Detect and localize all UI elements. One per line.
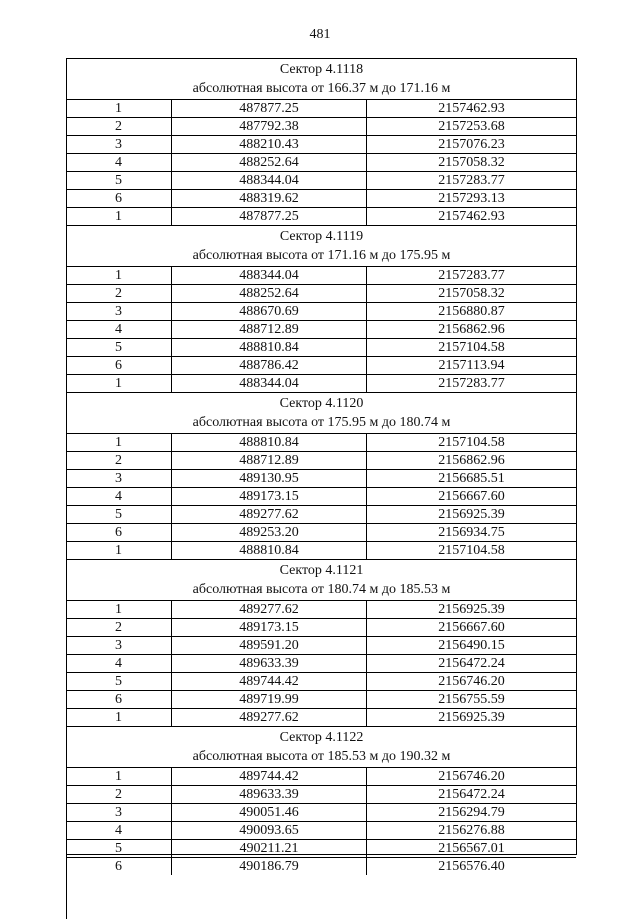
y-coordinate-cell: 2157283.77 xyxy=(438,173,505,188)
x-coordinate-cell: 490211.21 xyxy=(172,840,367,857)
table-row xyxy=(67,208,576,225)
y-coordinate-cell: 2156685.51 xyxy=(438,471,505,486)
x-coordinate-cell: 489253.20 xyxy=(172,524,367,541)
y-coordinate-cell: 2157462.93 xyxy=(438,101,505,116)
table-row xyxy=(67,434,576,452)
point-number-cell: 1 xyxy=(67,375,172,392)
y-coordinate-cell: 2157104.58 xyxy=(438,435,505,450)
point-number-cell: 1 xyxy=(67,267,172,284)
point-number-cell: 6 xyxy=(67,524,172,541)
x-coordinate-cell: 488810.84 xyxy=(172,434,367,451)
y-coordinate-cell: 2157058.32 xyxy=(438,155,505,170)
x-coordinate-cell: 489277.62 xyxy=(172,601,367,618)
x-coordinate-cell: 488810.84 xyxy=(172,339,367,356)
point-number-cell: 3 xyxy=(67,470,172,487)
table-row xyxy=(67,506,576,524)
y-coordinate-cell: 2157076.23 xyxy=(438,137,505,152)
table-row xyxy=(67,673,576,691)
point-number-cell: 3 xyxy=(67,804,172,821)
point-number-cell: 6 xyxy=(67,858,172,875)
x-coordinate-cell: 490093.65 xyxy=(172,822,367,839)
sector-header xyxy=(67,560,576,601)
sector-header xyxy=(67,393,576,434)
point-number-cell: 1 xyxy=(67,434,172,451)
table-row xyxy=(67,822,576,840)
table-row xyxy=(67,768,576,786)
table-row xyxy=(67,136,576,154)
y-coordinate-cell: 2156925.39 xyxy=(438,602,505,617)
y-coordinate-cell: 2156490.15 xyxy=(438,638,505,653)
x-coordinate-cell: 488210.43 xyxy=(172,136,367,153)
x-coordinate-cell: 488712.89 xyxy=(172,452,367,469)
sector-title: Сектор 4.1119 xyxy=(279,229,364,244)
table-row xyxy=(67,172,576,190)
x-coordinate-cell: 490186.79 xyxy=(172,858,367,875)
y-coordinate-cell: 2156576.40 xyxy=(438,859,505,874)
point-number-cell: 5 xyxy=(67,506,172,523)
table-row xyxy=(67,858,576,875)
table-row xyxy=(67,303,576,321)
y-coordinate-cell: 2157104.58 xyxy=(438,543,505,558)
y-coordinate-cell: 2156667.60 xyxy=(438,489,505,504)
point-number-cell: 4 xyxy=(67,321,172,338)
x-coordinate-cell: 488252.64 xyxy=(172,154,367,171)
y-coordinate-cell: 2156746.20 xyxy=(438,674,505,689)
x-coordinate-cell: 488786.42 xyxy=(172,357,367,374)
table-row xyxy=(67,118,576,136)
point-number-cell: 3 xyxy=(67,303,172,320)
point-number-cell: 6 xyxy=(67,190,172,207)
point-number-cell: 4 xyxy=(67,154,172,171)
point-number-cell: 5 xyxy=(67,172,172,189)
y-coordinate-cell: 2157253.68 xyxy=(438,119,505,134)
sector-block xyxy=(67,226,576,393)
sector-title: Сектор 4.1121 xyxy=(279,563,364,578)
sector-header xyxy=(67,727,576,768)
x-coordinate-cell: 489173.15 xyxy=(172,488,367,505)
x-coordinate-cell: 489591.20 xyxy=(172,637,367,654)
point-number-cell: 1 xyxy=(67,601,172,618)
point-number-cell: 2 xyxy=(67,285,172,302)
table-row xyxy=(67,524,576,542)
y-coordinate-cell: 2157283.77 xyxy=(438,376,505,391)
point-number-cell: 2 xyxy=(67,786,172,803)
x-coordinate-cell: 489130.95 xyxy=(172,470,367,487)
table-row xyxy=(67,655,576,673)
table-row xyxy=(67,637,576,655)
y-coordinate-cell: 2157462.93 xyxy=(438,209,505,224)
point-number-cell: 1 xyxy=(67,768,172,785)
y-coordinate-cell: 2156472.24 xyxy=(438,656,505,671)
table-row xyxy=(67,840,576,858)
y-coordinate-cell: 2156862.96 xyxy=(438,322,505,337)
x-coordinate-cell: 489744.42 xyxy=(172,673,367,690)
point-number-cell: 6 xyxy=(67,357,172,374)
table-row xyxy=(67,542,576,559)
table-row xyxy=(67,100,576,118)
sector-title: Сектор 4.1120 xyxy=(279,396,364,411)
point-number-cell: 1 xyxy=(67,208,172,225)
table-row xyxy=(67,709,576,726)
y-coordinate-cell: 2156755.59 xyxy=(438,692,505,707)
x-coordinate-cell: 487877.25 xyxy=(172,208,367,225)
point-number-cell: 6 xyxy=(67,691,172,708)
point-number-cell: 1 xyxy=(67,709,172,726)
x-coordinate-cell: 489633.39 xyxy=(172,655,367,672)
point-number-cell: 5 xyxy=(67,673,172,690)
point-number-cell: 1 xyxy=(67,100,172,117)
sector-height-range: абсолютная высота от 175.95 м до 180.74 м xyxy=(192,415,451,430)
y-coordinate-cell: 2156934.75 xyxy=(438,525,505,540)
table-row xyxy=(67,339,576,357)
point-number-cell: 2 xyxy=(67,619,172,636)
x-coordinate-cell: 490051.46 xyxy=(172,804,367,821)
table-row xyxy=(67,786,576,804)
y-coordinate-cell: 2156925.39 xyxy=(438,710,505,725)
sector-height-range: абсолютная высота от 185.53 м до 190.32 м xyxy=(192,749,451,764)
x-coordinate-cell: 488252.64 xyxy=(172,285,367,302)
x-coordinate-cell: 488344.04 xyxy=(172,172,367,189)
sector-title: Сектор 4.1122 xyxy=(279,730,364,745)
sector-height-range: абсолютная высота от 166.37 м до 171.16 м xyxy=(192,81,451,96)
y-coordinate-cell: 2156472.24 xyxy=(438,787,505,802)
coordinates-table xyxy=(66,58,577,874)
table-row xyxy=(67,375,576,392)
sector-block xyxy=(67,59,576,226)
point-number-cell: 4 xyxy=(67,488,172,505)
table-row xyxy=(67,357,576,375)
point-number-cell: 4 xyxy=(67,655,172,672)
y-coordinate-cell: 2156880.87 xyxy=(438,304,505,319)
table-row xyxy=(67,488,576,506)
y-coordinate-cell: 2157113.94 xyxy=(438,358,505,373)
sector-header xyxy=(67,226,576,267)
x-coordinate-cell: 488810.84 xyxy=(172,542,367,559)
x-coordinate-cell: 489277.62 xyxy=(172,506,367,523)
x-coordinate-cell: 488319.62 xyxy=(172,190,367,207)
point-number-cell: 5 xyxy=(67,840,172,857)
table-row xyxy=(67,154,576,172)
point-number-cell: 1 xyxy=(67,542,172,559)
y-coordinate-cell: 2156567.01 xyxy=(438,841,505,856)
sector-header xyxy=(67,59,576,100)
table-row xyxy=(67,285,576,303)
sector-title: Сектор 4.1118 xyxy=(279,62,364,77)
table-row xyxy=(67,267,576,285)
point-number-cell: 5 xyxy=(67,339,172,356)
point-number-cell: 2 xyxy=(67,118,172,135)
table-row xyxy=(67,190,576,208)
sector-height-range: абсолютная высота от 180.74 м до 185.53 м xyxy=(192,582,451,597)
point-number-cell: 3 xyxy=(67,136,172,153)
x-coordinate-cell: 489744.42 xyxy=(172,768,367,785)
x-coordinate-cell: 487792.38 xyxy=(172,118,367,135)
point-number-cell: 4 xyxy=(67,822,172,839)
table-row xyxy=(67,470,576,488)
table-row xyxy=(67,619,576,637)
sector-height-range: абсолютная высота от 171.16 м до 175.95 м xyxy=(192,248,451,263)
table-row xyxy=(67,452,576,470)
y-coordinate-cell: 2156667.60 xyxy=(438,620,505,635)
y-coordinate-cell: 2156276.88 xyxy=(438,823,505,838)
x-coordinate-cell: 489719.99 xyxy=(172,691,367,708)
y-coordinate-cell: 2156294.79 xyxy=(438,805,505,820)
x-coordinate-cell: 488344.04 xyxy=(172,375,367,392)
table-row xyxy=(67,321,576,339)
left-margin-rule xyxy=(66,855,67,919)
table-row xyxy=(67,601,576,619)
sector-block xyxy=(67,393,576,560)
x-coordinate-cell: 489633.39 xyxy=(172,786,367,803)
x-coordinate-cell: 487877.25 xyxy=(172,100,367,117)
y-coordinate-cell: 2157283.77 xyxy=(438,268,505,283)
x-coordinate-cell: 489277.62 xyxy=(172,709,367,726)
table-row xyxy=(67,691,576,709)
y-coordinate-cell: 2156746.20 xyxy=(438,769,505,784)
x-coordinate-cell: 488712.89 xyxy=(172,321,367,338)
y-coordinate-cell: 2157104.58 xyxy=(438,340,505,355)
table-row xyxy=(67,804,576,822)
page-number: 481 xyxy=(309,27,331,42)
point-number-cell: 2 xyxy=(67,452,172,469)
sector-block xyxy=(67,727,576,875)
y-coordinate-cell: 2156925.39 xyxy=(438,507,505,522)
point-number-cell: 3 xyxy=(67,637,172,654)
y-coordinate-cell: 2157293.13 xyxy=(438,191,505,206)
x-coordinate-cell: 489173.15 xyxy=(172,619,367,636)
x-coordinate-cell: 488344.04 xyxy=(172,267,367,284)
x-coordinate-cell: 488670.69 xyxy=(172,303,367,320)
sector-block xyxy=(67,560,576,727)
y-coordinate-cell: 2157058.32 xyxy=(438,286,505,301)
y-coordinate-cell: 2156862.96 xyxy=(438,453,505,468)
